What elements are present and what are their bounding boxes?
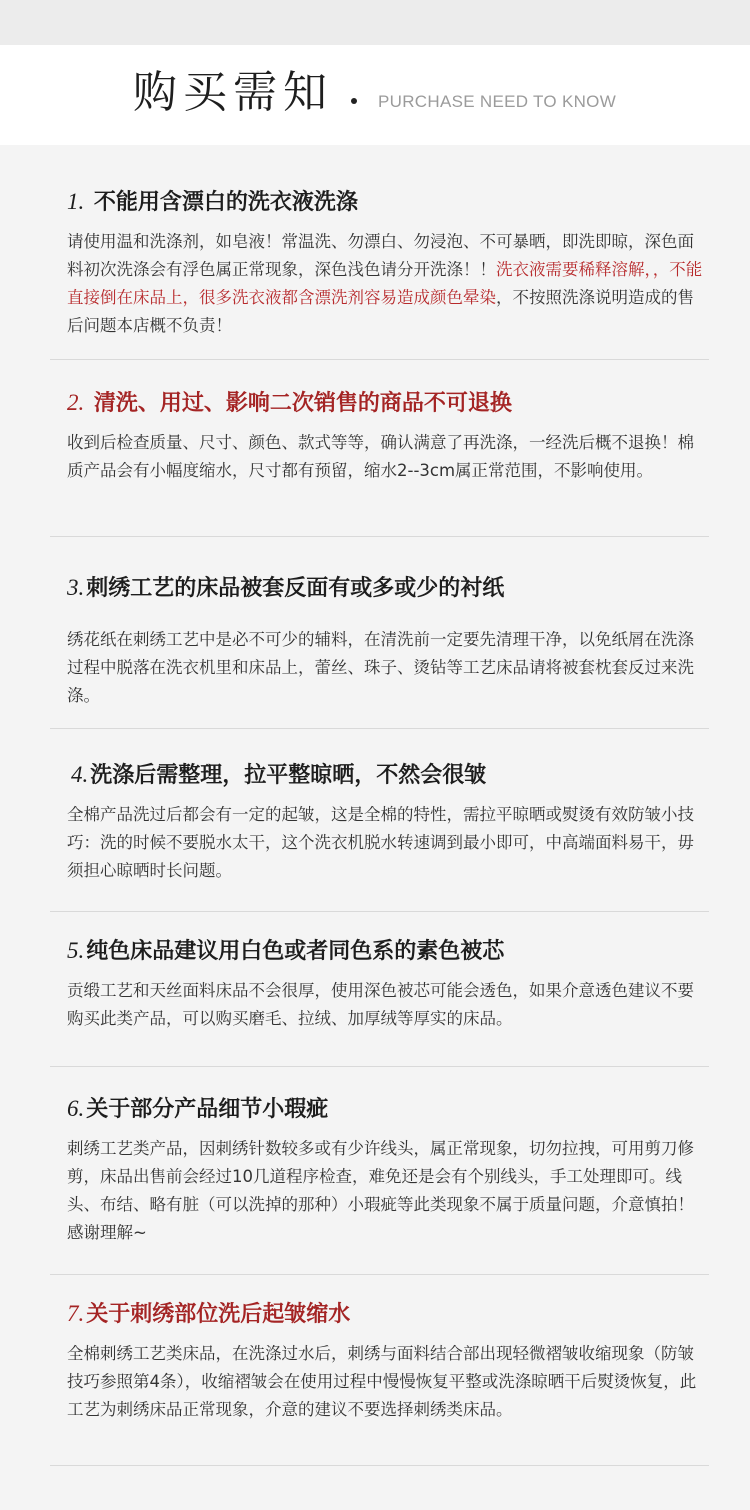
notice-body xyxy=(67,228,707,340)
top-band xyxy=(0,0,750,45)
notice-item-6 xyxy=(67,1094,707,1247)
notice-title: 洗涤后需整理，拉平整晾晒，不然会很皱 xyxy=(90,763,487,788)
notice-title: 关于刺绣部位洗后起皱缩水 xyxy=(86,1302,351,1327)
notice-heading xyxy=(67,388,707,419)
notice-number: 1. xyxy=(67,189,85,214)
divider xyxy=(50,536,709,537)
notice-number: 3. xyxy=(67,575,85,600)
notice-heading xyxy=(67,573,707,604)
notice-heading xyxy=(67,1299,707,1330)
notice-title: 刺绣工艺的床品被套反面有或多或少的衬纸 xyxy=(86,576,505,601)
notice-body: 贡缎工艺和天丝面料床品不会很厚，使用深色被芯可能会透色，如果介意透色建议不要购买此类产品，可以购买磨毛、拉绒、加厚绒等厚实的床品。 xyxy=(67,981,694,1028)
page-subtitle: PURCHASE NEED TO KNOW xyxy=(378,92,617,111)
notice-heading xyxy=(67,1094,707,1125)
notice-body: 刺绣工艺类产品，因刺绣针数较多或有少许线头，属正常现象，切勿拉拽，可用剪刀修剪，床品出售前会经过10几道程序检查，难免还是会有个别线头，手工处理即可。线头、布结、略有脏（可以洗掉的那种）小瑕疵等此类现象不属于质量问题，介意慎拍！感谢理解~ xyxy=(67,1139,694,1242)
notice-item-1 xyxy=(67,187,707,340)
notice-body: 全棉产品洗过后都会有一定的起皱，这是全棉的特性，需拉平晾晒或熨烫有效防皱小技巧：洗的时候不要脱水太干，这个洗衣机脱水转速调到最小即可，中高端面料易干，毋须担心晾晒时长问题。 xyxy=(67,805,694,880)
notice-heading xyxy=(67,936,707,967)
notice-number: 5. xyxy=(67,938,85,963)
notice-title: 清洗、用过、影响二次销售的商品不可退换 xyxy=(86,391,512,416)
title-separator-dot xyxy=(351,98,357,104)
divider xyxy=(50,1465,709,1466)
divider xyxy=(50,1274,709,1275)
divider xyxy=(50,728,709,729)
notice-body-text: 请使用温和洗涤剂，如皂液！常温洗、勿漂白、勿浸泡、不可暴晒，即洗即晾，深色面料初次洗涤会有浮色属正常现象，深色浅色请分开洗涤！！ xyxy=(67,232,694,279)
notice-body-tail: ，不按照洗涤说明造成的售后问题本店概不负责！ xyxy=(67,288,694,335)
page-header xyxy=(0,45,750,145)
notice-body: 全棉刺绣工艺类床品，在洗涤过水后，刺绣与面料结合部出现轻微褶皱收缩现象（防皱技巧参照第4条），收缩褶皱会在使用过程中慢慢恢复平整或洗涤晾晒干后熨烫恢复，此工艺为刺绣床品正常现象，介意的建议不要选择刺绣类床品。 xyxy=(67,1344,697,1419)
notice-item-5 xyxy=(67,936,707,1033)
notice-body: 绣花纸在刺绣工艺中是必不可少的辅料，在清洗前一定要先清理干净，以免纸屑在洗涤过程中脱落在洗衣机里和床品上，蕾丝、珠子、烫钻等工艺床品请将被套枕套反过来洗涤。 xyxy=(67,630,694,705)
notice-number: 4. xyxy=(71,762,89,787)
divider xyxy=(50,359,709,360)
page-title: 购买需知 xyxy=(133,67,333,118)
notice-heading xyxy=(67,187,707,218)
notice-item-7 xyxy=(67,1299,707,1424)
divider xyxy=(50,911,709,912)
notice-title: 纯色床品建议用白色或者同色系的素色被芯 xyxy=(86,939,505,964)
notice-title: 关于部分产品细节小瑕疵 xyxy=(86,1097,329,1122)
notice-body: 收到后检查质量、尺寸、颜色、款式等等，确认满意了再洗涤，一经洗后概不退换！棉质产品会有小幅度缩水，尺寸都有预留，缩水2--3cm属正常范围，不影响使用。 xyxy=(67,433,694,480)
notice-heading xyxy=(67,760,707,791)
notice-warning-text: 洗衣液需要稀释溶解，，不能直接倒在床品上，很多洗衣液都含漂洗剂容易造成颜色晕染 xyxy=(67,260,703,307)
divider xyxy=(50,1066,709,1067)
notice-item-4 xyxy=(67,760,707,885)
notice-number: 7. xyxy=(67,1301,85,1326)
notice-item-2 xyxy=(67,388,707,485)
notice-number: 6. xyxy=(67,1096,85,1121)
notice-title: 不能用含漂白的洗衣液洗涤 xyxy=(86,190,358,215)
notice-number: 2. xyxy=(67,390,85,415)
notice-item-3 xyxy=(67,573,707,710)
